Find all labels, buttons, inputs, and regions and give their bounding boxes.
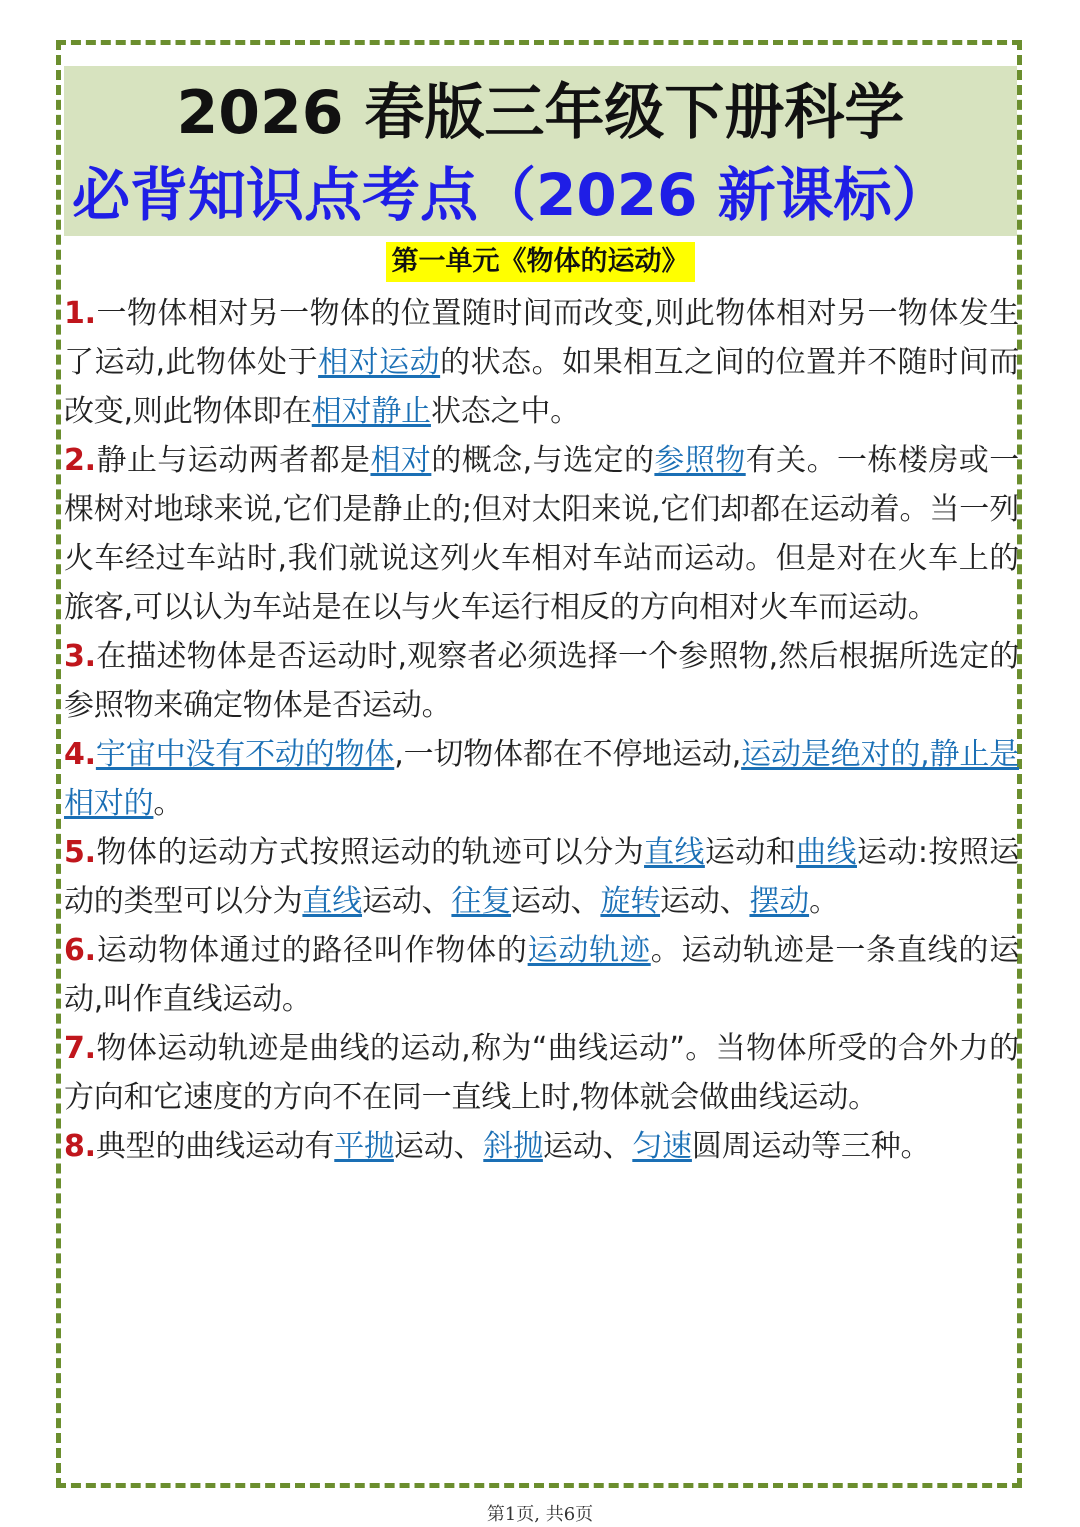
- point-number: 5.: [64, 835, 96, 870]
- point-text: 。: [153, 786, 184, 821]
- point-text: 静止与运动两者都是: [95, 443, 371, 478]
- point-text: 的概念,与选定的: [431, 443, 655, 478]
- keyword-highlight: 宇宙中没有不动的物体: [95, 737, 395, 772]
- point-text: 状态之中。: [430, 394, 580, 429]
- point-text: 运动和: [704, 835, 797, 870]
- point-text: 运动、: [511, 884, 601, 919]
- keyword-highlight: 参照物: [654, 443, 746, 478]
- point-text: 在描述物体是否运动时,观察者必须选择一个参照物,然后根据所选定的参照物来确定物体是否运动。: [64, 639, 1019, 723]
- keyword-highlight: 旋转: [600, 884, 661, 919]
- point-number: 7.: [64, 1031, 96, 1066]
- page-number: 第1页, 共6页: [486, 1504, 594, 1525]
- point-number: 2.: [64, 443, 96, 478]
- keyword-highlight: 平抛: [334, 1129, 394, 1164]
- point-text: 一物体相对另一物体的位置随时间而改变,则此物体相对另一物体发生了运动,此物体处于: [64, 296, 1019, 380]
- keyword-highlight: 斜抛: [483, 1129, 543, 1164]
- keyword-highlight: 相对: [370, 443, 432, 478]
- page-subtitle: 必背知识点考点（2026 新课标）: [72, 161, 950, 229]
- point-text: ,一切物体都在不停地运动,: [394, 737, 742, 772]
- point-text: 。运动轨迹是一条直线的运动,叫作直线运动。: [64, 933, 1020, 1017]
- knowledge-point-1: [64, 289, 1019, 436]
- point-text: 运动物体通过的路径叫作物体的: [95, 933, 528, 968]
- point-text: 运动、: [362, 884, 452, 919]
- knowledge-point-8: [64, 1122, 1019, 1171]
- keyword-highlight: 运动是绝对的,静止是相对的: [64, 737, 1019, 821]
- keyword-highlight: 直线: [644, 835, 705, 870]
- point-text: 运动、: [542, 1129, 633, 1164]
- point-text: 物体运动轨迹是曲线的运动,称为“曲线运动”。当物体所受的合外力的方向和它速度的方向不在同一直线上时,物体就会做曲线运动。: [64, 1031, 1019, 1115]
- keyword-highlight: 曲线: [796, 835, 857, 870]
- unit-heading-wrap: [0, 242, 1080, 282]
- knowledge-points-list: [64, 289, 1019, 1171]
- knowledge-point-5: [64, 828, 1019, 926]
- unit-heading: 第一单元《物体的运动》: [386, 242, 695, 282]
- knowledge-point-2: [64, 436, 1019, 632]
- keyword-highlight: 相对运动: [318, 345, 441, 380]
- point-number: 1.: [64, 296, 96, 331]
- keyword-highlight: 直线: [302, 884, 363, 919]
- point-text: 运动:按照运动的类型可以分为: [64, 835, 1019, 919]
- point-text: 。: [809, 884, 839, 919]
- knowledge-point-7: [64, 1024, 1019, 1122]
- point-text: 的状态。如果相互之间的位置并不随时间而改变,则此物体即在: [64, 345, 1019, 429]
- knowledge-point-3: [64, 632, 1019, 730]
- keyword-highlight: 匀速: [632, 1129, 692, 1164]
- keyword-highlight: 运动轨迹: [527, 933, 651, 968]
- page-title: 2026 春版三年级下册科学: [176, 78, 905, 148]
- knowledge-point-4: [64, 730, 1019, 828]
- point-text: 典型的曲线运动有: [95, 1129, 335, 1164]
- point-number: 3.: [64, 639, 96, 674]
- point-number: 4.: [64, 737, 96, 772]
- keyword-highlight: 摆动: [749, 884, 810, 919]
- keyword-highlight: 相对静止: [311, 394, 431, 429]
- point-text: 运动、: [660, 884, 750, 919]
- title-banner: [64, 66, 1017, 236]
- keyword-highlight: 往复: [451, 884, 512, 919]
- point-text: 圆周运动等三种。: [691, 1129, 931, 1164]
- point-number: 6.: [64, 933, 96, 968]
- point-text: 有关。一栋楼房或一棵树对地球来说,它们是静止的;但对太阳来说,它们却都在运动着。当一列火车经过车站时,我们就说这列火车相对车站而运动。但是对在火车上的旅客,可以认为车站是在以与火车运行相反的方向相对火车而运动。: [64, 443, 1020, 625]
- point-text: 物体的运动方式按照运动的轨迹可以分为: [95, 835, 645, 870]
- point-number: 8.: [64, 1129, 96, 1164]
- point-text: 运动、: [393, 1129, 484, 1164]
- knowledge-point-6: [64, 926, 1019, 1024]
